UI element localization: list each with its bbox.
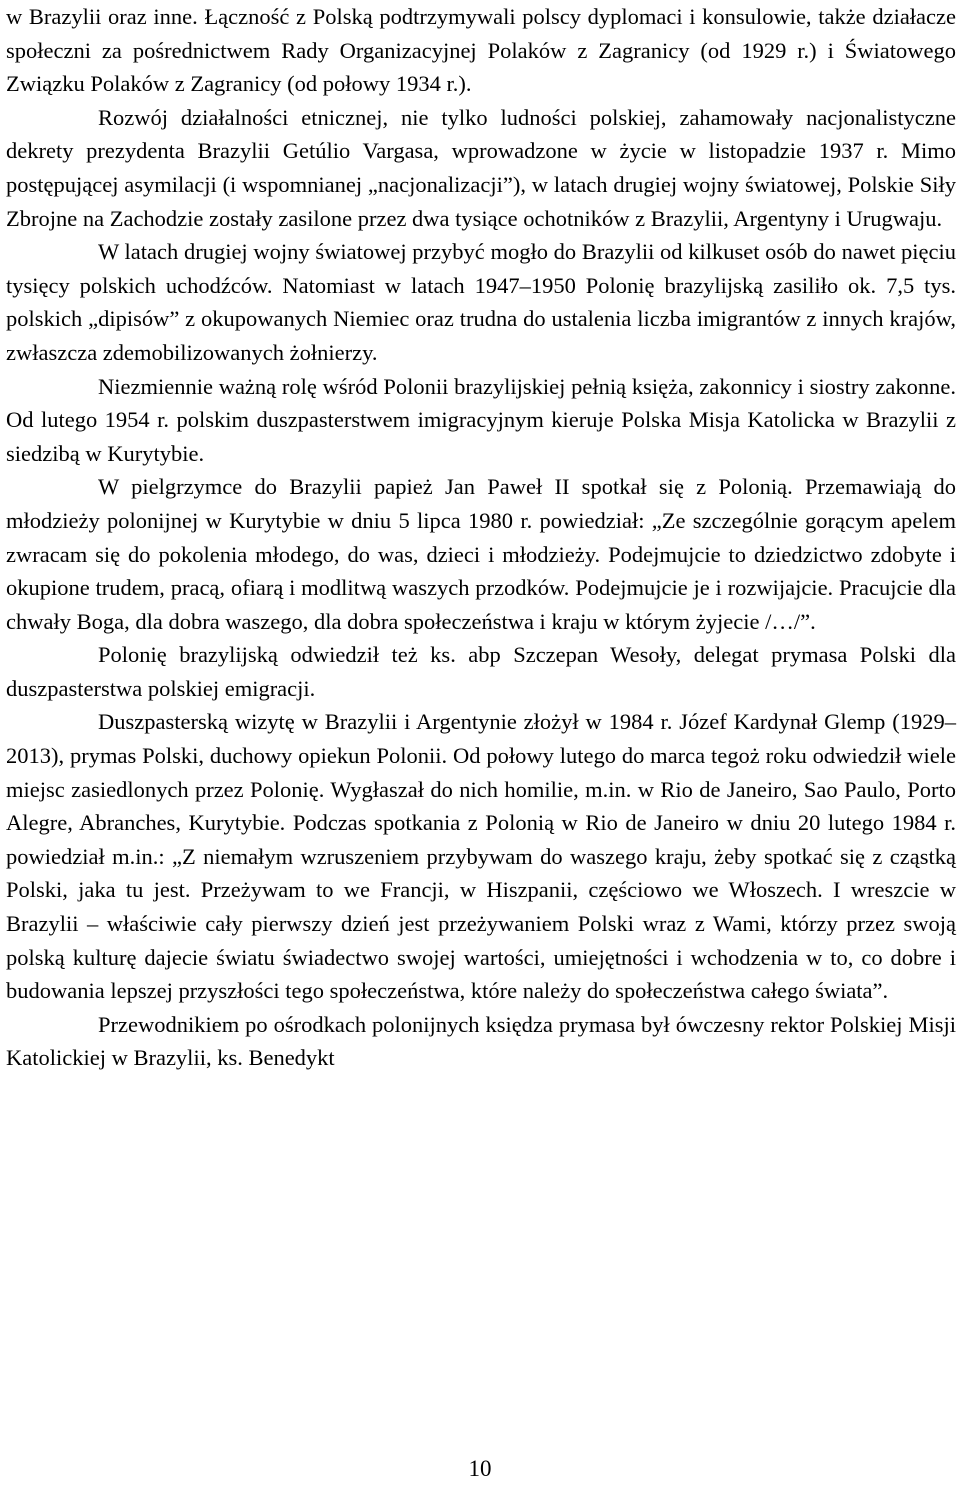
- paragraph-abp-wesoly: Polonię brazylijską odwiedził też ks. abp Szczepan Wesoły, delegat prymasa Polski dla duszpasterstwa polskiej emigracji.: [6, 642, 956, 701]
- paragraph-war-refugees: W latach drugiej wojny światowej przybyć mogło do Brazylii od kilkuset osób do nawet pięciu tysięcy polskich uchodźców. Natomiast w latach 1947–1950 Polonię brazylijską zasiliło ok. 7,5 tys. polskich „dipisów” z okupowanych Niemiec oraz trudna do ustalenia liczba imigrantów z innych krajów, zwłaszcza zdemobilizowanych żołnierzy.: [6, 239, 956, 365]
- paragraph-vargas-decrees: Rozwój działalności etnicznej, nie tylko ludności polskiej, zahamowały nacjonalistyczne dekrety prezydenta Brazylii Getúlio Vargasa, wprowadzone w życie w listopadzie 1937 r. Mimo postępującej asymilacji (i wspomnianej „nacjonalizacji”), w latach drugiej wojny światowej, Polskie Siły Zbrojne na Zachodzie zostały zasilone przez dwa tysiące ochotników z Brazylii, Argentyny i Urugwaju.: [6, 104, 956, 231]
- paragraph-continuation: w Brazylii oraz inne. Łączność z Polską podtrzymywali polscy dyplomaci i konsulowie, także działacze społeczni za pośrednictwem Rady Organizacyjnej Polaków z Zagranicy (od 1929 r.) i Światowego Związku Polaków z Zagranicy (od połowy 1934 r.).: [6, 4, 956, 97]
- document-page: [6, 0, 956, 1075]
- paragraph-cardinal-glemp: Duszpasterską wizytę w Brazylii i Argentynie złożył w 1984 r. Józef Kardynał Glemp (1929–2013), prymas Polski, duchowy opiekun Polonii. Od połowy lutego do marca tegoż roku odwiedził wiele miejsc zasiedlonych przez Polonię. Wygłaszał do nich homilie, m.in. w Rio de Janeiro, Sao Paulo, Porto Alegre, Abranches, Kurytybie. Podczas spotkania z Polonią w Rio de Janeiro w dniu 20 lutego 1984 r. powiedział m.in.: „Z niemałym wzruszeniem przybywam do waszego kraju, żeby spotkać się z cząstką Polski, jaka tu jest. Przeżywam to we Francji, w Hiszpanii, częściowo we Włoszech. I wreszcie w Brazylii – właściwie cały pierwszy dzień jest przeżywaniem Polski wraz z Wami, którzy przez swoją polską kulturę dajecie światu świadectwo swojej wartości, umiejętności i wchodzenia w to, co dobre i budowania lepszej przyszłości tego społeczeństwa, które należy do społeczeństwa całego świata”.: [6, 709, 956, 1004]
- paragraph-clergy: Niezmiennie ważną rolę wśród Polonii brazylijskiej pełnią księża, zakonnicy i siostry zakonne. Od lutego 1954 r. polskim duszpasterstwem imigracyjnym kieruje Polska Misja Katolicka w Brazylii z siedzibą w Kurytybie.: [6, 373, 956, 466]
- page-number: 10: [468, 1456, 492, 1481]
- paragraph-guide: Przewodnikiem po ośrodkach polonijnych księdza prymasa był ówczesny rektor Polskiej Misji Katolickiej w Brazylii, ks. Benedykt: [6, 1011, 956, 1071]
- paragraph-pope-visit: W pielgrzymce do Brazylii papież Jan Paweł II spotkał się z Polonią. Przemawiają do młodzieży polonijnej w Kurytybie w dniu 5 lipca 1980 r. powiedział: „Ze szczególnie gorącym apelem zwracam się do pokolenia młodego, do was, dzieci i młodzieży. Podejmujcie to dziedzictwo zdobyte i okupione trudem, pracą, ofiarą i modlitwą waszych przodków. Podejmujcie je i rozwijajcie. Pracujcie dla chwały Boga, dla dobra waszego, dla dobra społeczeństwa i kraju w którym żyjecie /…/”.: [6, 474, 956, 634]
